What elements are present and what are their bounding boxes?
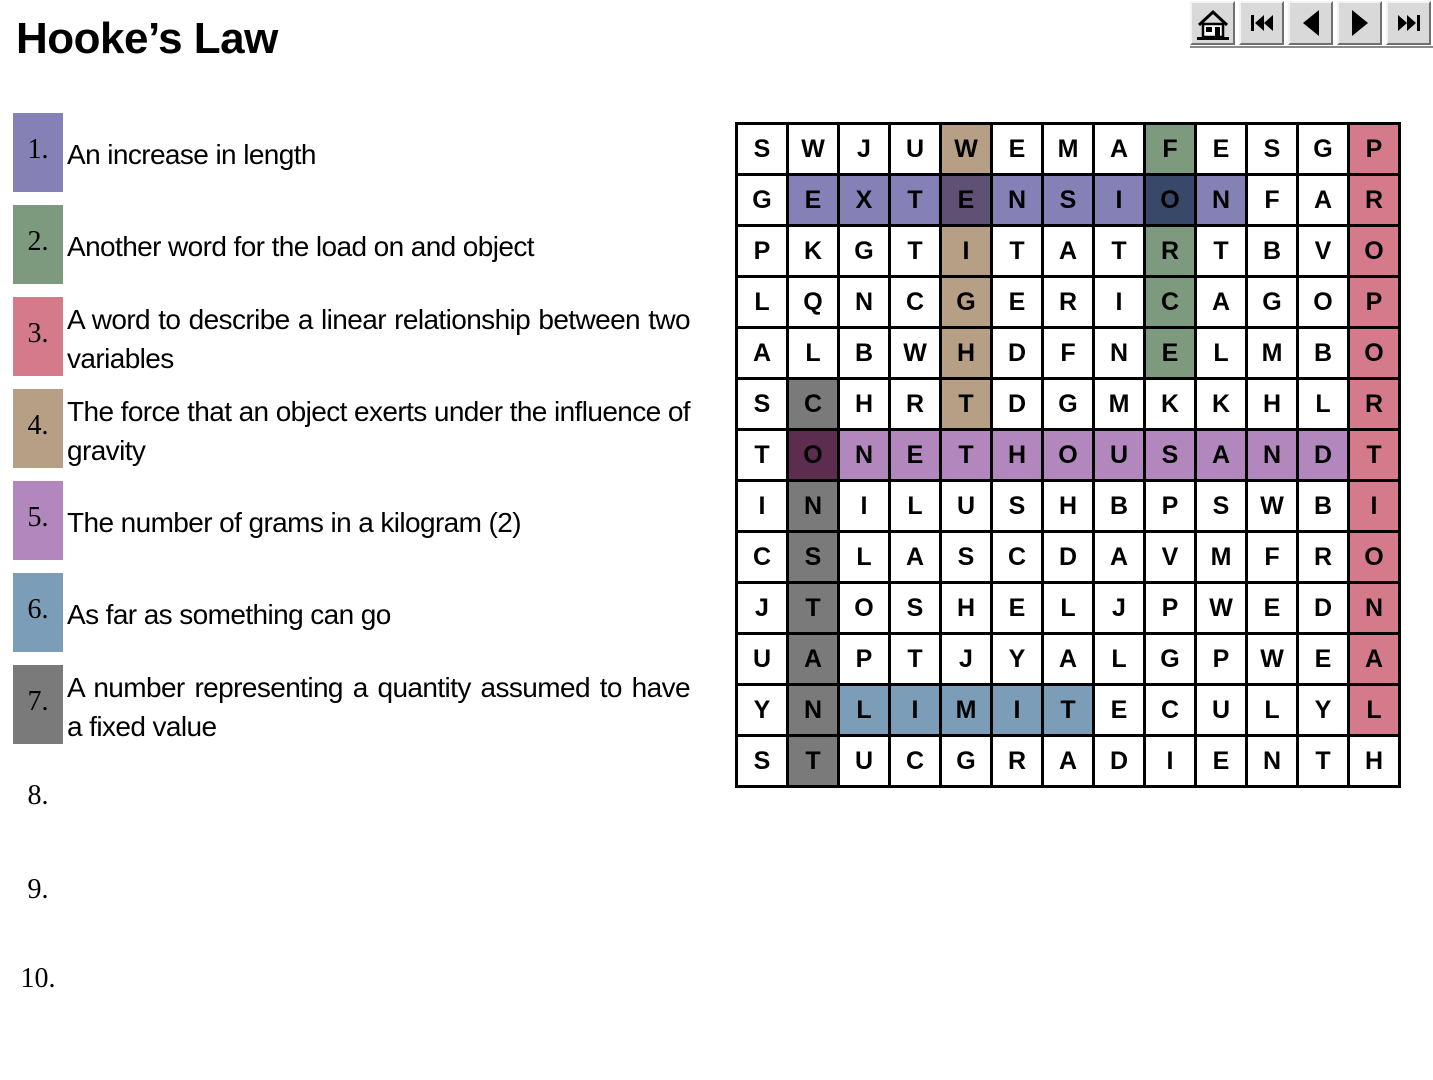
grid-cell[interactable]: D: [1298, 430, 1349, 481]
grid-cell[interactable]: G: [941, 277, 992, 328]
grid-cell[interactable]: A: [788, 634, 839, 685]
grid-cell[interactable]: B: [1247, 226, 1298, 277]
home-button[interactable]: [1190, 1, 1235, 45]
grid-cell[interactable]: H: [1247, 379, 1298, 430]
grid-cell[interactable]: T: [1349, 430, 1400, 481]
grid-cell[interactable]: C: [737, 532, 788, 583]
grid-cell[interactable]: W: [788, 124, 839, 175]
grid-cell[interactable]: P: [1145, 481, 1196, 532]
grid-cell[interactable]: H: [941, 583, 992, 634]
grid-cell[interactable]: N: [1247, 736, 1298, 787]
grid-cell[interactable]: O: [1349, 532, 1400, 583]
grid-cell[interactable]: M: [1247, 328, 1298, 379]
clue-number: 9.: [27, 874, 49, 905]
grid-cell[interactable]: W: [941, 124, 992, 175]
grid-cell[interactable]: L: [788, 328, 839, 379]
grid-cell[interactable]: P: [839, 634, 890, 685]
grid-cell[interactable]: E: [1247, 583, 1298, 634]
grid-cell[interactable]: E: [1094, 685, 1145, 736]
grid-cell[interactable]: S: [737, 379, 788, 430]
grid-cell[interactable]: D: [1298, 583, 1349, 634]
grid-cell[interactable]: R: [1145, 226, 1196, 277]
grid-cell[interactable]: C: [1145, 277, 1196, 328]
word-search-grid: [735, 122, 1401, 788]
grid-cell[interactable]: T: [941, 379, 992, 430]
grid-cell[interactable]: F: [1247, 532, 1298, 583]
grid-cell[interactable]: I: [992, 685, 1043, 736]
clue-number-badge: 2.: [13, 205, 63, 284]
grid-cell[interactable]: G: [737, 175, 788, 226]
grid-cell[interactable]: T: [890, 175, 941, 226]
grid-cell[interactable]: B: [1298, 328, 1349, 379]
clue-text: The force that an object exerts under the influence of gravity: [67, 396, 690, 466]
grid-cell[interactable]: O: [1145, 175, 1196, 226]
clue-text: An increase in length: [67, 139, 316, 170]
grid-row: [737, 481, 1400, 532]
grid-cell[interactable]: W: [1247, 634, 1298, 685]
grid-cell[interactable]: W: [890, 328, 941, 379]
grid-cell[interactable]: N: [992, 175, 1043, 226]
grid-cell[interactable]: D: [1094, 736, 1145, 787]
grid-cell[interactable]: P: [737, 226, 788, 277]
grid-cell[interactable]: J: [839, 124, 890, 175]
grid-cell[interactable]: N: [788, 481, 839, 532]
grid-cell[interactable]: Y: [992, 634, 1043, 685]
triangle-right-icon: [1348, 8, 1372, 38]
grid-cell[interactable]: L: [839, 532, 890, 583]
first-slide-button[interactable]: [1239, 1, 1284, 45]
grid-cell[interactable]: O: [1349, 226, 1400, 277]
grid-cell[interactable]: L: [1094, 634, 1145, 685]
grid-cell[interactable]: N: [788, 685, 839, 736]
grid-cell[interactable]: K: [1196, 379, 1247, 430]
grid-cell[interactable]: E: [1298, 634, 1349, 685]
grid-cell[interactable]: G: [1247, 277, 1298, 328]
grid-cell[interactable]: A: [1094, 124, 1145, 175]
grid-cell[interactable]: T: [737, 430, 788, 481]
grid-cell[interactable]: H: [992, 430, 1043, 481]
grid-cell[interactable]: I: [1145, 736, 1196, 787]
clue-number: 8.: [27, 780, 49, 811]
grid-cell[interactable]: S: [737, 124, 788, 175]
grid-cell[interactable]: R: [992, 736, 1043, 787]
grid-cell[interactable]: A: [1094, 532, 1145, 583]
clue-number-badge: 3.: [13, 297, 63, 376]
grid-row: [737, 430, 1400, 481]
grid-cell[interactable]: P: [1145, 583, 1196, 634]
grid-cell[interactable]: L: [1043, 583, 1094, 634]
grid-row: [737, 685, 1400, 736]
grid-cell[interactable]: T: [941, 430, 992, 481]
grid-cell[interactable]: E: [1196, 124, 1247, 175]
grid-cell[interactable]: C: [1145, 685, 1196, 736]
grid-cell[interactable]: T: [992, 226, 1043, 277]
grid-cell[interactable]: T: [890, 634, 941, 685]
grid-row: [737, 532, 1400, 583]
grid-cell[interactable]: A: [1298, 175, 1349, 226]
grid-cell[interactable]: N: [839, 277, 890, 328]
grid-cell[interactable]: X: [839, 175, 890, 226]
grid-cell[interactable]: S: [1145, 430, 1196, 481]
skip-to-end-icon: [1395, 12, 1423, 34]
grid-cell[interactable]: F: [1145, 124, 1196, 175]
grid-cell[interactable]: F: [1043, 328, 1094, 379]
grid-cell[interactable]: S: [1247, 124, 1298, 175]
grid-cell[interactable]: S: [941, 532, 992, 583]
grid-cell[interactable]: H: [1043, 481, 1094, 532]
grid-cell[interactable]: C: [788, 379, 839, 430]
grid-cell[interactable]: L: [1196, 328, 1247, 379]
grid-cell[interactable]: P: [1349, 277, 1400, 328]
grid-cell[interactable]: T: [788, 736, 839, 787]
grid-row: [737, 277, 1400, 328]
grid-cell[interactable]: C: [890, 277, 941, 328]
grid-cell[interactable]: U: [890, 124, 941, 175]
grid-cell[interactable]: M: [941, 685, 992, 736]
grid-cell[interactable]: R: [890, 379, 941, 430]
grid-cell[interactable]: N: [1247, 430, 1298, 481]
grid-cell[interactable]: S: [1043, 175, 1094, 226]
grid-cell[interactable]: D: [992, 328, 1043, 379]
grid-cell[interactable]: G: [839, 226, 890, 277]
clue-text: Another word for the load on and object: [67, 231, 534, 262]
grid-cell[interactable]: U: [737, 634, 788, 685]
grid-cell[interactable]: I: [839, 481, 890, 532]
grid-cell[interactable]: C: [890, 736, 941, 787]
grid-cell[interactable]: H: [839, 379, 890, 430]
grid-cell[interactable]: O: [1349, 328, 1400, 379]
clue-number-badge: 4.: [13, 389, 63, 468]
clue-text: A number representing a quantity assumed to have a fixed value: [67, 672, 690, 742]
grid-cell[interactable]: A: [1196, 430, 1247, 481]
triangle-left-icon: [1299, 8, 1323, 38]
grid-cell[interactable]: P: [1196, 634, 1247, 685]
slide-navigation: [1190, 1, 1431, 49]
grid-cell[interactable]: B: [1094, 481, 1145, 532]
grid-cell[interactable]: N: [1094, 328, 1145, 379]
clue-text: As far as something can go: [67, 599, 391, 630]
grid-cell[interactable]: E: [992, 583, 1043, 634]
grid-cell[interactable]: J: [1094, 583, 1145, 634]
clue-text: The number of grams in a kilogram (2): [67, 507, 521, 538]
grid-cell[interactable]: I: [941, 226, 992, 277]
grid-row: [737, 226, 1400, 277]
grid-cell[interactable]: G: [1298, 124, 1349, 175]
grid-cell[interactable]: F: [1247, 175, 1298, 226]
grid-cell[interactable]: J: [941, 634, 992, 685]
grid-cell[interactable]: W: [1196, 583, 1247, 634]
previous-slide-button[interactable]: [1288, 1, 1333, 45]
page-title: Hooke’s Law: [16, 14, 278, 63]
clue-number-badge: 1.: [13, 113, 63, 192]
grid-cell[interactable]: O: [1298, 277, 1349, 328]
grid-cell[interactable]: E: [992, 124, 1043, 175]
house-icon: [1194, 5, 1232, 41]
grid-cell[interactable]: S: [737, 736, 788, 787]
last-slide-button[interactable]: [1386, 1, 1431, 45]
grid-cell[interactable]: U: [1196, 685, 1247, 736]
grid-cell[interactable]: R: [1298, 532, 1349, 583]
grid-cell[interactable]: V: [1298, 226, 1349, 277]
grid-cell[interactable]: A: [1043, 736, 1094, 787]
grid-cell[interactable]: U: [839, 736, 890, 787]
grid-cell[interactable]: L: [737, 277, 788, 328]
grid-cell[interactable]: A: [737, 328, 788, 379]
grid-cell[interactable]: N: [1349, 583, 1400, 634]
grid-cell[interactable]: M: [1196, 532, 1247, 583]
grid-cell[interactable]: I: [890, 685, 941, 736]
grid-cell[interactable]: A: [1043, 226, 1094, 277]
grid-cell[interactable]: H: [1349, 736, 1400, 787]
grid-cell[interactable]: D: [1043, 532, 1094, 583]
grid-cell[interactable]: P: [1349, 124, 1400, 175]
clue-number-badge: 7.: [13, 665, 63, 744]
grid-cell[interactable]: N: [839, 430, 890, 481]
grid-cell[interactable]: E: [941, 175, 992, 226]
grid-cell[interactable]: G: [1043, 379, 1094, 430]
grid-cell[interactable]: T: [890, 226, 941, 277]
next-slide-button[interactable]: [1337, 1, 1382, 45]
grid-cell[interactable]: A: [1349, 634, 1400, 685]
grid-cell[interactable]: O: [839, 583, 890, 634]
grid-cell[interactable]: E: [1196, 736, 1247, 787]
grid-cell[interactable]: A: [1043, 634, 1094, 685]
grid-cell[interactable]: G: [1145, 634, 1196, 685]
clue-number: 10.: [20, 963, 56, 994]
grid-cell[interactable]: A: [1196, 277, 1247, 328]
grid-row: [737, 175, 1400, 226]
grid-cell[interactable]: S: [1196, 481, 1247, 532]
grid-row: [737, 634, 1400, 685]
grid-cell[interactable]: E: [1145, 328, 1196, 379]
grid-cell[interactable]: K: [788, 226, 839, 277]
grid-cell[interactable]: S: [992, 481, 1043, 532]
grid-cell[interactable]: M: [1043, 124, 1094, 175]
grid-cell[interactable]: T: [1043, 685, 1094, 736]
grid-cell[interactable]: U: [941, 481, 992, 532]
grid-cell[interactable]: J: [737, 583, 788, 634]
grid-row: [737, 736, 1400, 787]
grid-cell[interactable]: R: [1043, 277, 1094, 328]
navigation-divider: [1190, 46, 1433, 48]
grid-cell[interactable]: S: [890, 583, 941, 634]
grid-cell[interactable]: I: [737, 481, 788, 532]
grid-row: [737, 583, 1400, 634]
skip-to-start-icon: [1248, 12, 1276, 34]
grid-cell[interactable]: L: [1247, 685, 1298, 736]
grid-cell[interactable]: T: [1094, 226, 1145, 277]
grid-row: [737, 124, 1400, 175]
clue-text: A word to describe a linear relationship between two variables: [67, 304, 690, 374]
grid-cell[interactable]: O: [1043, 430, 1094, 481]
grid-cell[interactable]: N: [1196, 175, 1247, 226]
grid-cell[interactable]: V: [1145, 532, 1196, 583]
grid-cell[interactable]: L: [1298, 379, 1349, 430]
grid-cell[interactable]: E: [890, 430, 941, 481]
grid-cell[interactable]: L: [839, 685, 890, 736]
grid-cell[interactable]: H: [941, 328, 992, 379]
grid-row: [737, 379, 1400, 430]
grid-cell[interactable]: E: [992, 277, 1043, 328]
grid-cell[interactable]: Q: [788, 277, 839, 328]
grid-cell[interactable]: R: [1349, 379, 1400, 430]
grid-cell[interactable]: Y: [1298, 685, 1349, 736]
grid-cell[interactable]: K: [1145, 379, 1196, 430]
grid-cell[interactable]: D: [992, 379, 1043, 430]
grid-cell[interactable]: I: [1094, 175, 1145, 226]
grid-cell[interactable]: T: [1298, 736, 1349, 787]
clue-number-badge: 6.: [13, 573, 63, 652]
grid-cell[interactable]: A: [890, 532, 941, 583]
grid-cell[interactable]: L: [890, 481, 941, 532]
grid-cell[interactable]: M: [1094, 379, 1145, 430]
grid-cell[interactable]: I: [1349, 481, 1400, 532]
grid-cell[interactable]: R: [1349, 175, 1400, 226]
grid-cell[interactable]: B: [1298, 481, 1349, 532]
grid-cell[interactable]: B: [839, 328, 890, 379]
grid-cell[interactable]: S: [788, 532, 839, 583]
grid-cell[interactable]: T: [1196, 226, 1247, 277]
grid-cell[interactable]: U: [1094, 430, 1145, 481]
grid-row: [737, 328, 1400, 379]
grid-cell[interactable]: O: [788, 430, 839, 481]
grid-cell[interactable]: I: [1094, 277, 1145, 328]
grid-cell[interactable]: G: [941, 736, 992, 787]
clue-number-badge: 5.: [13, 481, 63, 560]
grid-cell[interactable]: Y: [737, 685, 788, 736]
grid-cell[interactable]: T: [788, 583, 839, 634]
grid-cell[interactable]: W: [1247, 481, 1298, 532]
grid-cell[interactable]: E: [788, 175, 839, 226]
grid-cell[interactable]: L: [1349, 685, 1400, 736]
grid-cell[interactable]: C: [992, 532, 1043, 583]
